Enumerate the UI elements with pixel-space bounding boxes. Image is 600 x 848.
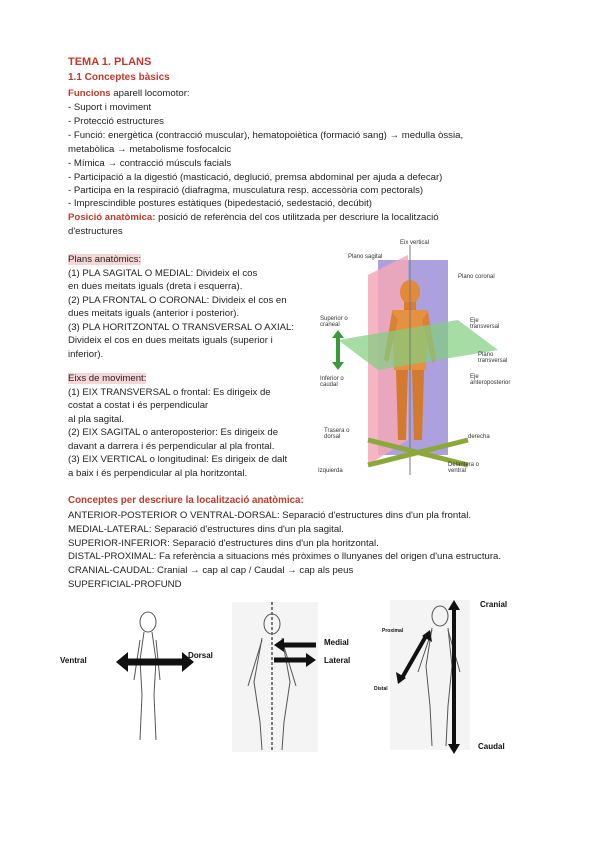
side-body-svg xyxy=(60,600,230,750)
transverse-arrow-head-up xyxy=(332,330,344,338)
funcions-item: - Mímica → contracció músculs facials xyxy=(68,158,232,169)
posicio-line xyxy=(68,211,439,224)
proximal-distal-svg xyxy=(370,596,520,756)
funcions-item: metabòlica → metabolisme fosfocalcic xyxy=(68,144,232,155)
label-cranial: Cranial xyxy=(480,600,508,609)
label-izquierda: Izquierda xyxy=(318,468,343,474)
posicio-text: posició de referència del cos utilitzada per descriure la localització xyxy=(155,212,439,223)
posicio-text-cont: d'estructures xyxy=(68,226,123,237)
funcions-item: - Participa en la respiració (diafragma, musculatura resp. accessòria com pectorals) xyxy=(68,185,424,196)
label-dorsal: Dorsal xyxy=(188,651,213,660)
page-title: TEMA 1. PLANS xyxy=(68,56,152,68)
eixos-line: al pla sagital. xyxy=(68,414,124,425)
funcions-intro: aparell locomotor: xyxy=(110,88,190,99)
plans-line: (1) PLA SAGITAL O MEDIAL: Divideix el cos xyxy=(68,268,258,279)
label-eje-transversal: Eje transversal xyxy=(470,318,500,330)
funcions-item: - Funció: energètica (contracció muscular), hematopoiètica (formació sang) → medulla òssia, xyxy=(68,130,464,141)
eixos-line: (1) EIX TRANSVERSAL o frontal: Es dirigeix de xyxy=(68,387,271,398)
cranial-caudal-figure xyxy=(370,596,520,756)
conceptes-line: MEDIAL-LATERAL: Separació d'estructures dins d'un pla sagital. xyxy=(68,524,344,535)
plans-heading: Plans anatòmics: xyxy=(68,254,142,265)
eixos-line: a baix i és perpendicular al pla horitzontal. xyxy=(68,468,248,479)
funcions-item: - Protecció estructures xyxy=(68,116,164,127)
conceptes-line: SUPERIOR-INFERIOR: Separació d'estructures dins d'un pla horitzontal. xyxy=(68,538,379,549)
plans-line: en dues meitats iguals (dreta i esquerra). xyxy=(68,281,243,292)
eixos-line: (2) EIX SAGITAL o anteroposterior: Es dirigeix de xyxy=(68,427,279,438)
conceptes-line: ANTERIOR-POSTERIOR O VENTRAL-DORSAL: Separació d'estructures dins d'un pla frontal. xyxy=(68,510,472,521)
label-proximal: Proximal xyxy=(382,628,404,634)
label-caudal: Caudal xyxy=(478,742,505,751)
label-ventral: Ventral xyxy=(60,656,87,665)
conceptes-line: DISTAL-PROXIMAL: Fa referència a situacions més pròximes o llunyanes del origen d'una estructura. xyxy=(68,551,502,562)
label-medial: Medial xyxy=(324,638,349,647)
posicio-label: Posició anatòmica: xyxy=(68,212,156,223)
label-distal: Distal xyxy=(374,686,388,692)
funcions-item: - Imprescindible postures estàtiques (bipedestació, sedestació, decúbit) xyxy=(68,198,372,209)
label-inferior: Inferior o caudal xyxy=(320,376,344,388)
label-plano-transversal: Plano transversal xyxy=(478,352,508,364)
label-superior: Superior o craneal xyxy=(320,316,348,328)
eixos-line: (3) EIX VERTICAL o longitudinal: Es dirigeix de dalt xyxy=(68,454,288,465)
conceptes-line: CRANIAL-CAUDAL: Cranial → cap al cap / Caudal → cap als peus xyxy=(68,565,354,576)
label-eje-anteroposterior: Eje anteroposterior xyxy=(470,374,511,386)
funcions-item: - Suport i moviment xyxy=(68,102,152,113)
plans-line: dues meitats iguals (anterior i posterior). xyxy=(68,308,240,319)
ventral-dorsal-figure xyxy=(60,600,230,750)
label-delantera: Delantera o ventral xyxy=(448,462,480,474)
label-trasera: Trasera o dorsal xyxy=(324,428,350,440)
label-lateral: Lateral xyxy=(324,656,351,665)
conceptes-heading: Conceptes per descriure la localització anatòmica: xyxy=(68,495,304,506)
plans-line: (2) PLA FRONTAL O CORONAL: Divideix el cos en xyxy=(68,295,287,306)
section-title: 1.1 Conceptes bàsics xyxy=(68,72,170,83)
anatomical-planes-figure xyxy=(318,240,518,480)
transverse-arrow-head-down xyxy=(332,362,344,370)
eixos-heading: Eixs de moviment: xyxy=(68,373,147,384)
funcions-item: - Participació a la digestió (masticació, deglució, premsa abdominal per ajuda a defecar) xyxy=(68,172,443,183)
eixos-line: costat a costat i és perpendicular xyxy=(68,400,209,411)
ventral-arrow-head xyxy=(116,652,128,672)
label-plano-coronal: Plano coronal xyxy=(458,274,495,280)
eixos-line: davant a darrera i és perpendicular al pla frontal. xyxy=(68,441,275,452)
label-eix-vertical: Eix vertical xyxy=(400,240,430,246)
label-plano-sagital: Plano sagital xyxy=(348,254,383,260)
photo-background xyxy=(232,602,318,752)
funcions-line xyxy=(68,87,190,100)
plans-line: inferior). xyxy=(68,349,104,360)
funcions-label: Funcions xyxy=(68,88,111,99)
plans-line: (3) PLA HORITZONTAL O TRANSVERSAL O AXIAL: xyxy=(68,322,295,333)
medial-lateral-figure xyxy=(232,602,362,752)
conceptes-line: SUPERFICIAL-PROFUND xyxy=(68,579,182,590)
plans-line: Divideix el cos en dues meitats iguals (superior i xyxy=(68,335,273,346)
label-derecha: derecha xyxy=(468,434,490,440)
front-body-svg xyxy=(232,602,362,752)
